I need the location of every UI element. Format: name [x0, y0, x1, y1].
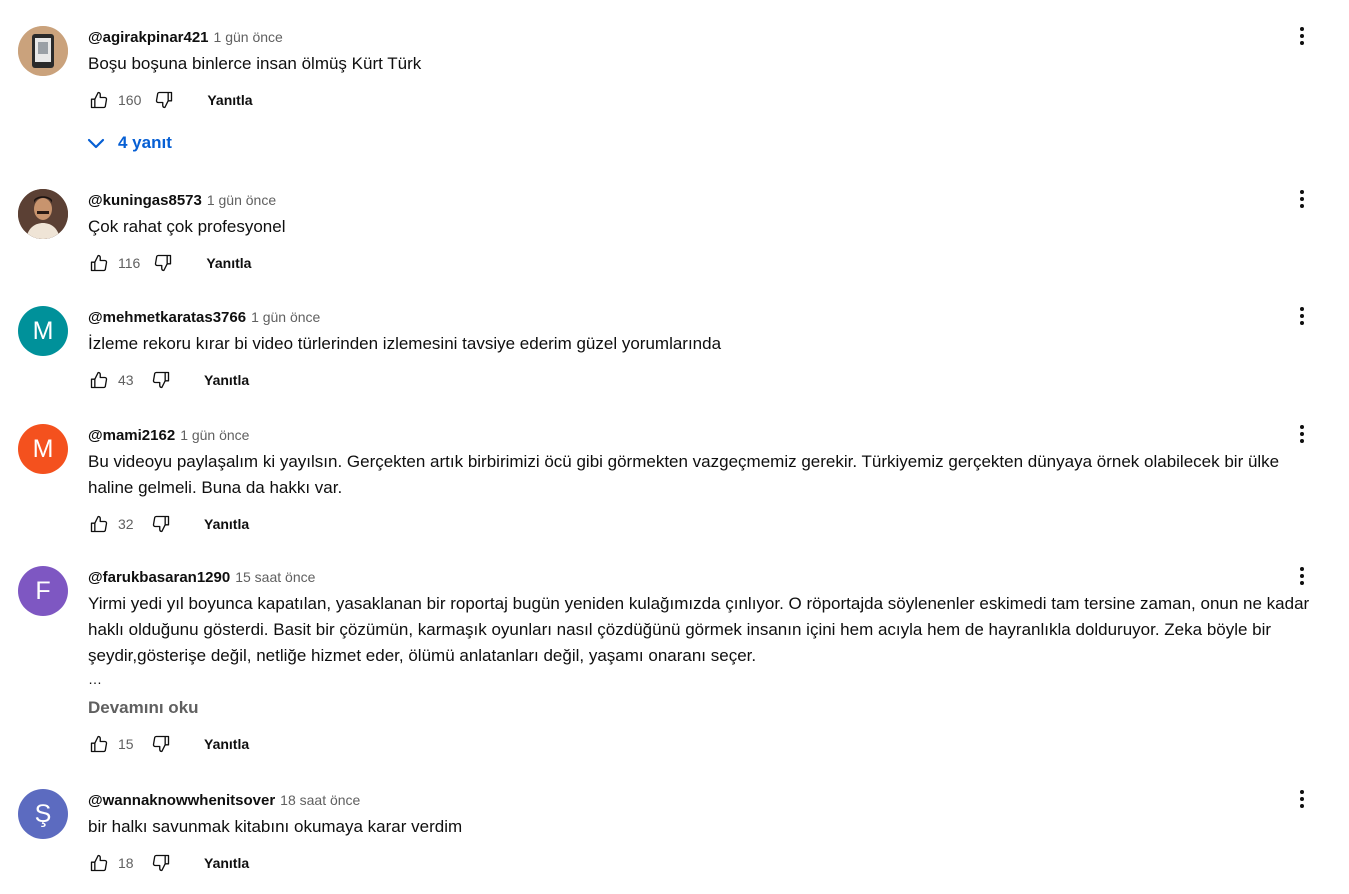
avatar-photo-icon — [18, 189, 68, 239]
read-more-button[interactable]: Devamını oku — [88, 698, 199, 717]
like-count: 160 — [118, 92, 142, 108]
comment-text: İzleme rekoru kırar bi video türlerinden izlemesini tavsiye ederim güzel yorumlarında — [88, 334, 722, 353]
avatar-letter: M — [32, 434, 54, 463]
like-button[interactable] — [88, 89, 110, 111]
like-button[interactable] — [88, 852, 110, 874]
thumbs-up-icon — [89, 90, 109, 110]
avatar-letter: F — [35, 576, 51, 605]
thumbs-down-icon — [151, 514, 171, 534]
comment-time[interactable]: 1 gün önce — [206, 192, 277, 208]
avatar-letter: M — [32, 316, 54, 345]
comment-time[interactable]: 18 saat önce — [280, 792, 361, 808]
comment-text: bir halkı savunmak kitabını okumaya karar verdim — [88, 817, 463, 836]
avatar[interactable] — [18, 26, 68, 76]
more-vertical-icon — [1290, 304, 1314, 328]
comment-body — [88, 424, 1328, 539]
like-button[interactable] — [88, 369, 110, 391]
avatar[interactable] — [18, 306, 68, 356]
comment-body — [88, 189, 1328, 278]
comment-author[interactable]: @wannaknowwhenitsover — [88, 791, 276, 809]
reply-button[interactable]: Yanıtla — [204, 855, 250, 871]
comment-author[interactable]: @mami2162 — [88, 426, 176, 444]
reply-button[interactable]: Yanıtla — [204, 516, 250, 532]
comment-text: Bu videoyu paylaşalım ki yayılsın. Gerçekten artık birbirimizi öcü gibi görmekten vazgeçmemiz gerekir. Türkiyemiz gerçekten dünyaya örnek olabilecek bir ülke haline gelmeli. Buna da hakkı var. — [88, 452, 1280, 497]
comment-actions — [88, 365, 1328, 395]
reply-button[interactable]: Yanıtla — [207, 92, 253, 108]
replies-count-label: 4 yanıt — [118, 133, 172, 152]
avatar[interactable] — [18, 566, 68, 616]
comment-body — [88, 26, 1328, 159]
like-count: 116 — [118, 255, 141, 271]
comment-body — [88, 566, 1328, 759]
comment-time[interactable]: 1 gün önce — [251, 309, 321, 325]
dislike-button[interactable] — [150, 733, 172, 755]
like-button[interactable] — [88, 252, 110, 274]
avatar[interactable] — [18, 424, 68, 474]
comment-body — [88, 306, 1328, 395]
comment-actions — [88, 85, 1328, 115]
chevron-down-icon — [84, 131, 108, 155]
comment-menu-button[interactable] — [1290, 24, 1314, 48]
like-button[interactable] — [88, 733, 110, 755]
comment-actions — [88, 848, 1328, 878]
comment-menu-button[interactable] — [1290, 187, 1314, 211]
like-count: 32 — [118, 516, 134, 532]
thumbs-down-icon — [151, 734, 171, 754]
comment-time[interactable]: 1 gün önce — [180, 427, 250, 443]
more-vertical-icon — [1290, 564, 1314, 588]
dislike-button[interactable] — [150, 513, 172, 535]
dislike-button[interactable] — [153, 89, 175, 111]
reply-button[interactable]: Yanıtla — [204, 372, 250, 388]
comment-author[interactable]: @agirakpinar421 — [88, 28, 209, 46]
comment-actions — [88, 248, 1328, 278]
thumbs-up-icon — [89, 853, 109, 873]
dislike-button[interactable] — [150, 369, 172, 391]
more-vertical-icon — [1290, 24, 1314, 48]
comment-menu-button[interactable] — [1290, 564, 1314, 588]
more-vertical-icon — [1290, 187, 1314, 211]
replies-toggle-button[interactable] — [84, 127, 1328, 159]
more-vertical-icon — [1290, 787, 1314, 811]
comment-time[interactable]: 1 gün önce — [213, 29, 283, 45]
thumbs-down-icon — [151, 370, 171, 390]
thumbs-up-icon — [89, 253, 109, 273]
avatar[interactable] — [18, 789, 68, 839]
thumbs-up-icon — [89, 514, 109, 534]
comment-actions — [88, 509, 1328, 539]
reply-button[interactable]: Yanıtla — [204, 736, 250, 752]
like-count: 43 — [118, 372, 134, 388]
avatar-photo-icon — [18, 26, 68, 76]
comment-menu-button[interactable] — [1290, 787, 1314, 811]
comment-body — [88, 789, 1328, 878]
comment-actions — [88, 729, 1328, 759]
thumbs-down-icon — [154, 90, 174, 110]
thumbs-down-icon — [151, 853, 171, 873]
thumbs-up-icon — [89, 370, 109, 390]
comment-truncation-ellipsis: … — [88, 671, 102, 687]
more-vertical-icon — [1290, 422, 1314, 446]
dislike-button[interactable] — [150, 852, 172, 874]
comment-text: Yirmi yedi yıl boyunca kapatılan, yasaklanan bir roportaj bugün yeniden kulağımızda çınlıyor. O röportajda söylenenler eskimedi tam tersine zaman, onun ne kadar haklı olduğunu gösterdi. Basit bir çözümün, karmaşık oyunları nasıl çözdüğünü görmek insanın içini hem acıyla hem de hayranlıkla dolduruyor. Zeka böyle bir şeydir,gösterişe değil, netliğe hizmet eder, ölümü anlatanları değil, yaşamı onaranı seçer. — [88, 594, 1310, 665]
like-button[interactable] — [88, 513, 110, 535]
like-count: 18 — [118, 855, 134, 871]
dislike-button[interactable] — [152, 252, 174, 274]
comment-author[interactable]: @farukbasaran1290 — [88, 568, 231, 586]
comment-text: Boşu boşuna binlerce insan ölmüş Kürt Türk — [88, 54, 422, 73]
reply-button[interactable]: Yanıtla — [206, 255, 252, 271]
like-count: 15 — [118, 736, 134, 752]
avatar-letter: Ş — [34, 799, 52, 828]
comment-menu-button[interactable] — [1290, 422, 1314, 446]
comment-text: Çok rahat çok profesyonel — [88, 217, 286, 236]
avatar[interactable] — [18, 189, 68, 239]
thumbs-up-icon — [89, 734, 109, 754]
comment-menu-button[interactable] — [1290, 304, 1314, 328]
thumbs-down-icon — [153, 253, 173, 273]
comment-author[interactable]: @mehmetkaratas3766 — [88, 308, 247, 326]
comment-time[interactable]: 15 saat önce — [235, 569, 316, 585]
comment-author[interactable]: @kuningas8573 — [88, 191, 202, 209]
